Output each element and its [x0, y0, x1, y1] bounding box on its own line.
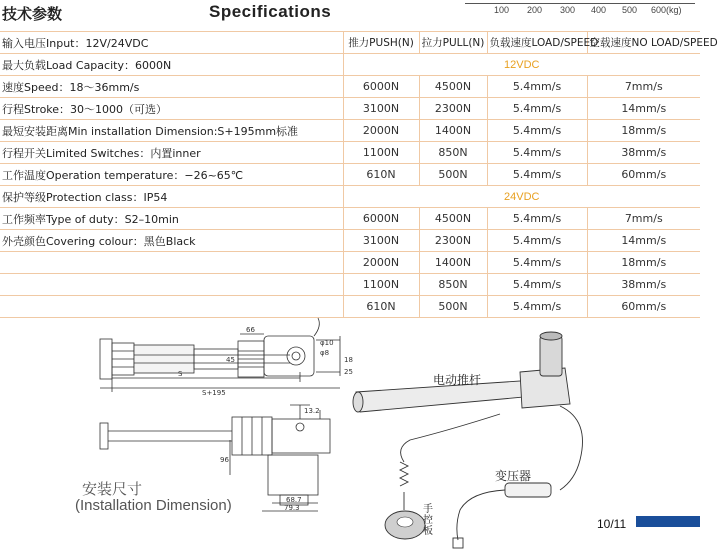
table-row: [0, 252, 700, 274]
voltage-group-12v: 12VDC: [343, 54, 700, 76]
table-cell: 6000N: [343, 208, 419, 230]
column-header-push: 推力PUSH(N): [343, 32, 419, 54]
section-title-cn: 技术参数: [2, 5, 63, 23]
axis-tick: 600(kg): [651, 5, 682, 15]
table-row: [0, 186, 700, 208]
table-header-row: [0, 32, 700, 54]
table-cell: 610N: [343, 164, 419, 186]
wiring-diagram: [353, 332, 583, 548]
table-cell: 14mm/s: [587, 230, 700, 252]
spec-item: 保护等级Protection class：IP54: [0, 186, 343, 208]
table-cell: 14mm/s: [587, 98, 700, 120]
table-cell: 2300N: [419, 98, 487, 120]
installation-title-cn: 安装尺寸: [82, 480, 143, 498]
spec-item: [0, 274, 343, 296]
table-cell: 2000N: [343, 252, 419, 274]
page-accent-bar: [636, 516, 700, 527]
dimension-label: φ10: [320, 339, 334, 347]
spec-item: [0, 296, 343, 318]
installation-title-en: (Installation Dimension): [75, 497, 232, 514]
table-cell: 1100N: [343, 142, 419, 164]
dimension-label: φ8: [320, 349, 330, 357]
table-cell: 5.4mm/s: [487, 142, 587, 164]
label-hand-control: 手控板: [423, 504, 433, 537]
axis-tick: 500: [622, 5, 638, 15]
table-row: [0, 164, 700, 186]
table-cell: 5.4mm/s: [487, 252, 587, 274]
table-cell: 850N: [419, 274, 487, 296]
table-cell: 5.4mm/s: [487, 274, 587, 296]
label-transformer: 变压器: [495, 469, 532, 483]
table-cell: 1400N: [419, 120, 487, 142]
table-row: [0, 98, 700, 120]
table-cell: 6000N: [343, 76, 419, 98]
table-cell: 5.4mm/s: [487, 120, 587, 142]
table-row: [0, 54, 700, 76]
table-cell: 500N: [419, 164, 487, 186]
table-row: [0, 274, 700, 296]
spec-item: 工作温度Operation temperature：−26~65℃: [0, 164, 343, 186]
dimension-label: S: [178, 370, 183, 378]
dimension-label: 18: [344, 356, 353, 364]
table-row: [0, 142, 700, 164]
table-cell: 7mm/s: [587, 208, 700, 230]
table-cell: 18mm/s: [587, 120, 700, 142]
label-actuator: 电动推杆: [433, 373, 482, 387]
table-cell: 5.4mm/s: [487, 76, 587, 98]
spec-item: 行程开关Limited Switches：内置inner: [0, 142, 343, 164]
table-row: [0, 208, 700, 230]
table-row: [0, 76, 700, 98]
table-cell: 2300N: [419, 230, 487, 252]
table-cell: 60mm/s: [587, 164, 700, 186]
dimension-label: 66: [246, 326, 255, 334]
table-cell: 2000N: [343, 120, 419, 142]
axis-tick: 200: [527, 5, 543, 15]
table-cell: 5.4mm/s: [487, 208, 587, 230]
table-row: [0, 296, 700, 318]
table-row: [0, 120, 700, 142]
table-cell: 500N: [419, 296, 487, 318]
axis-tick: 300: [560, 5, 576, 15]
table-cell: 4500N: [419, 76, 487, 98]
table-cell: 4500N: [419, 208, 487, 230]
spec-item: 最短安装距离Min installation Dimension:S+195mm标准: [0, 120, 343, 142]
table-cell: 5.4mm/s: [487, 98, 587, 120]
installation-drawing: [0, 318, 700, 553]
dimension-label: 25: [344, 368, 353, 376]
table-cell: 38mm/s: [587, 142, 700, 164]
axis-tick: 400: [591, 5, 607, 15]
hand-control-button-icon: [397, 517, 413, 527]
table-cell: 850N: [419, 142, 487, 164]
chart-axis-fragment: [465, 0, 695, 4]
table-cell: 5.4mm/s: [487, 296, 587, 318]
spec-item: 外壳颜色Covering colour：黑色Black: [0, 230, 343, 252]
column-header-noload-speed: 空载速度NO LOAD/SPEED: [587, 32, 700, 54]
spec-item: 工作频率Type of duty：S2–10min: [0, 208, 343, 230]
spec-item: 输入电压Input：12V/24VDC: [0, 32, 343, 54]
table-cell: 60mm/s: [587, 296, 700, 318]
table-cell: 3100N: [343, 230, 419, 252]
spec-item: 行程Stroke：30～1000（可选）: [0, 98, 343, 120]
table-cell: 18mm/s: [587, 252, 700, 274]
dimension-label: 45: [226, 356, 235, 364]
table-cell: 38mm/s: [587, 274, 700, 296]
table-cell: 1100N: [343, 274, 419, 296]
spec-item: 最大负载Load Capacity：6000N: [0, 54, 343, 76]
section-title-en: Specifications: [209, 2, 332, 21]
specifications-table: [0, 31, 718, 318]
dimension-label: 13.2: [304, 407, 320, 415]
column-header-pull: 拉力PULL(N): [419, 32, 487, 54]
table-cell: 5.4mm/s: [487, 230, 587, 252]
table-row: [0, 230, 700, 252]
column-header-load-speed: 负载速度LOAD/SPEED: [487, 32, 587, 54]
table-cell: 5.4mm/s: [487, 164, 587, 186]
dimension-label: 68.7: [286, 496, 302, 504]
spec-item: 速度Speed：18～36mm/s: [0, 76, 343, 98]
axis-tick: 100: [494, 5, 510, 15]
table-cell: 7mm/s: [587, 76, 700, 98]
page-number: 10/11: [597, 517, 627, 531]
voltage-group-24v: 24VDC: [343, 186, 700, 208]
table-cell: 3100N: [343, 98, 419, 120]
dimension-label: S+195: [202, 389, 226, 397]
side-view-drawing: [100, 318, 340, 392]
table-cell: 1400N: [419, 252, 487, 274]
dimension-label: 79.3: [284, 504, 300, 512]
dimension-label: 96: [220, 456, 229, 464]
table-cell: 610N: [343, 296, 419, 318]
spec-item: [0, 252, 343, 274]
